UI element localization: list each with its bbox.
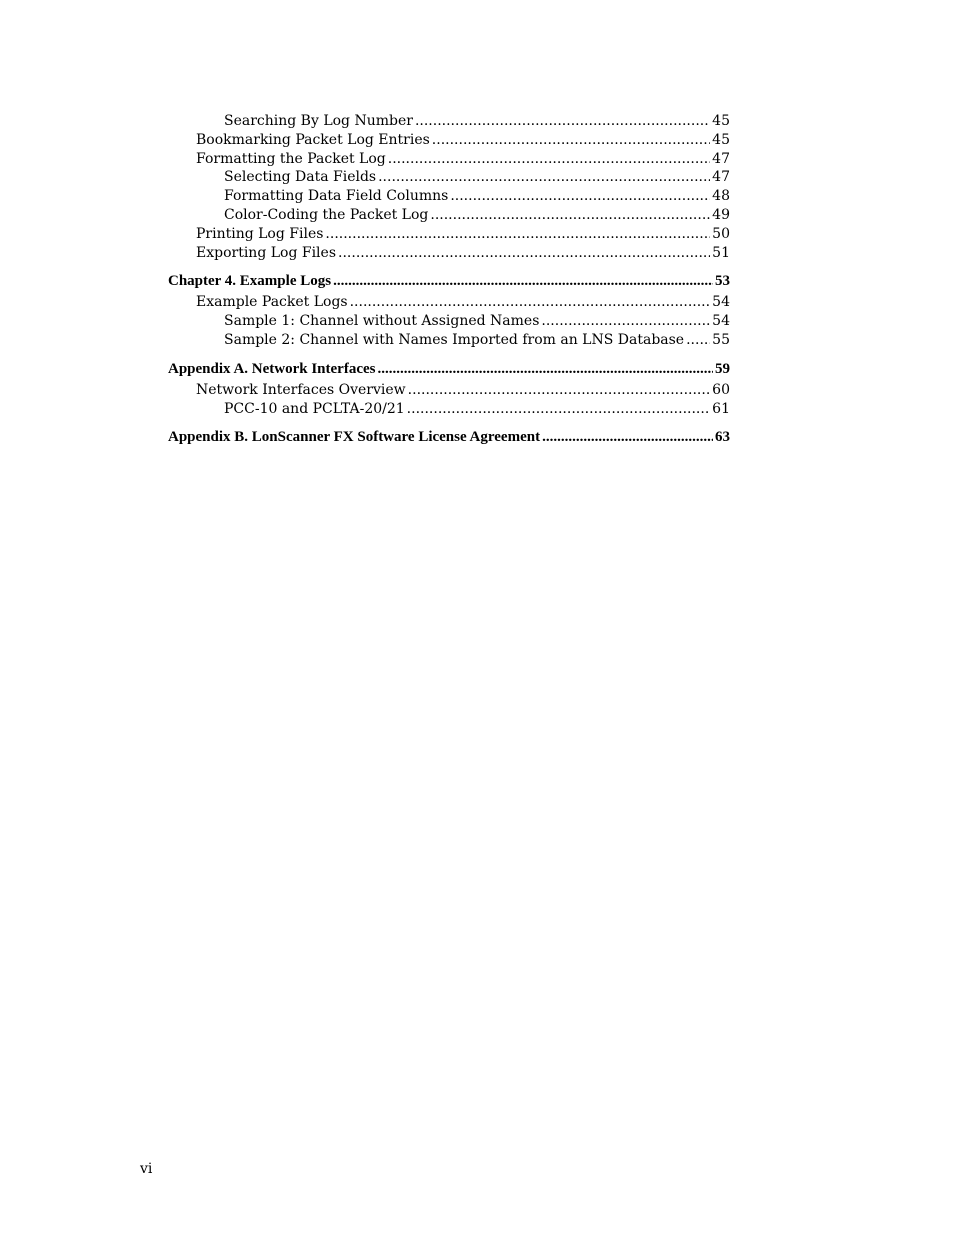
toc-dot-leader — [430, 206, 710, 225]
toc-dot-leader — [378, 168, 710, 187]
toc-dot-leader — [542, 428, 713, 446]
toc-dot-leader — [415, 112, 710, 131]
toc-entry-title: Appendix B. LonScanner FX Software License Agreement — [168, 429, 541, 446]
toc-entry-title: Sample 2: Channel with Names Imported from an LNS Database — [224, 331, 685, 348]
toc-entry-page: 61 — [712, 400, 730, 417]
toc-entry-title: Bookmarking Packet Log Entries — [196, 131, 430, 148]
toc-entry[interactable] — [168, 225, 730, 244]
toc-entry-title: Network Interfaces Overview — [196, 381, 406, 398]
toc-dot-leader — [350, 293, 711, 312]
toc-entry[interactable] — [168, 112, 730, 131]
toc-entry[interactable] — [168, 331, 730, 350]
toc-entry[interactable] — [168, 244, 730, 263]
toc-entry-page: 60 — [712, 381, 730, 398]
table-of-contents — [168, 112, 730, 449]
toc-entry-title: Formatting Data Field Columns — [224, 188, 449, 205]
toc-entry-title: PCC-10 and PCLTA-20/21 — [224, 400, 405, 417]
toc-entry[interactable] — [168, 400, 730, 419]
toc-entry-title: Searching By Log Number — [224, 113, 413, 129]
toc-entry-title: Printing Log Files — [196, 225, 324, 242]
toc-entry-page: 54 — [712, 294, 730, 311]
toc-dot-leader — [388, 150, 710, 169]
toc-entry-page: 49 — [712, 206, 730, 223]
toc-chapter-entry[interactable] — [168, 272, 730, 290]
toc-entry-page: 51 — [712, 244, 730, 261]
toc-entry-page: 50 — [712, 225, 730, 242]
toc-dot-leader — [432, 131, 710, 150]
toc-dot-leader — [450, 187, 710, 206]
toc-entry[interactable] — [168, 312, 730, 331]
toc-entry[interactable] — [168, 168, 730, 187]
toc-entry-page: 54 — [712, 313, 730, 330]
page-number: vi — [140, 1161, 153, 1177]
toc-entry-page: 47 — [712, 169, 730, 186]
toc-entry-page: 53 — [715, 273, 730, 290]
toc-entry-title: Exporting Log Files — [196, 244, 337, 261]
toc-chapter-entry[interactable] — [168, 428, 730, 446]
toc-entry-page: 63 — [715, 429, 730, 446]
toc-entry-page: 47 — [712, 150, 730, 167]
toc-dot-leader — [686, 331, 710, 350]
toc-entry-page: 48 — [712, 188, 730, 205]
toc-dot-leader — [407, 400, 711, 419]
toc-entry-title: Chapter 4. Example Logs — [168, 273, 332, 290]
toc-entry[interactable] — [168, 187, 730, 206]
toc-entry-page: 45 — [712, 113, 730, 129]
toc-entry-title: Color-Coding the Packet Log — [224, 206, 429, 223]
toc-entry-page: 45 — [712, 131, 730, 148]
toc-dot-leader — [333, 272, 713, 290]
toc-dot-leader — [325, 225, 710, 244]
toc-entry[interactable] — [168, 150, 730, 169]
toc-chapter-entry[interactable] — [168, 360, 730, 378]
toc-dot-leader — [541, 312, 710, 331]
toc-entry-page: 59 — [715, 360, 730, 377]
toc-entry-title: Example Packet Logs — [196, 294, 348, 311]
toc-entry[interactable] — [168, 131, 730, 150]
toc-dot-leader — [408, 381, 711, 400]
toc-dot-leader — [338, 244, 710, 263]
toc-entry-title: Sample 1: Channel without Assigned Names — [224, 313, 540, 330]
toc-entry[interactable] — [168, 293, 730, 312]
toc-entry-page: 55 — [712, 331, 730, 348]
toc-entry-title: Appendix A. Network Interfaces — [168, 360, 376, 377]
toc-dot-leader — [378, 360, 714, 378]
toc-entry[interactable] — [168, 206, 730, 225]
toc-entry[interactable] — [168, 381, 730, 400]
toc-entry-title: Selecting Data Fields — [224, 169, 377, 186]
toc-entry-title: Formatting the Packet Log — [196, 150, 386, 167]
